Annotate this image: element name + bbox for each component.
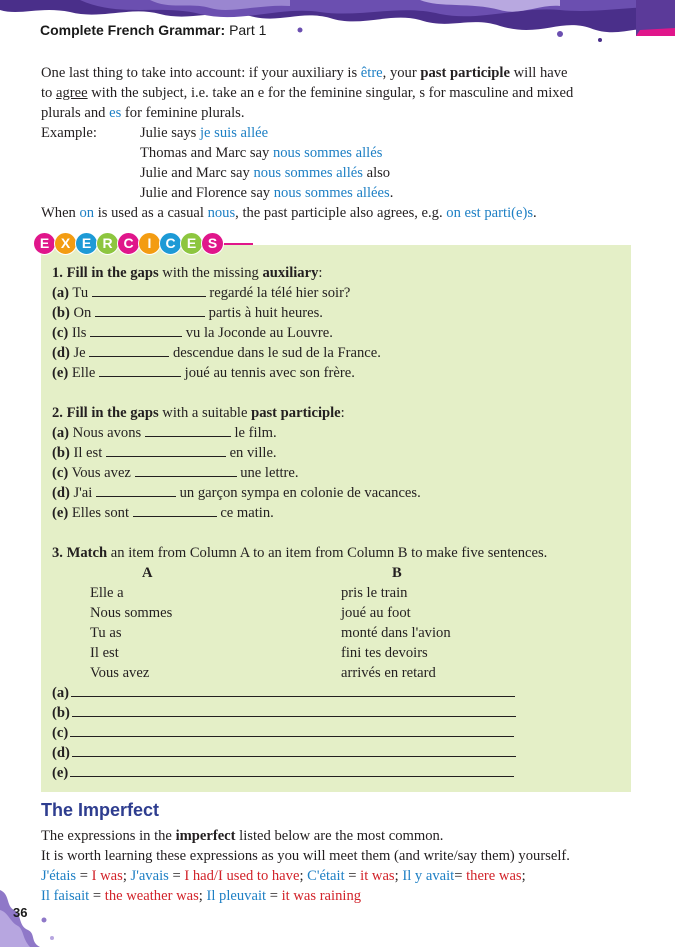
answer-blank[interactable] bbox=[133, 503, 217, 517]
column-b-heading: B bbox=[392, 565, 402, 581]
q2-item: (b) Il est en ville. bbox=[52, 445, 277, 461]
q1-item: (c) Ils vu la Joconde au Louvre. bbox=[52, 325, 333, 341]
column-a-item: Nous sommes bbox=[90, 605, 173, 621]
answer-line: (e) bbox=[52, 763, 514, 783]
answer-blank[interactable] bbox=[72, 703, 516, 717]
column-a-item: Il est bbox=[90, 645, 119, 661]
q1-instruction: 1. Fill in the gaps with the missing auxiliary: bbox=[52, 265, 323, 281]
title-rule bbox=[219, 243, 253, 245]
example-row: Thomas and Marc say nous sommes allés bbox=[140, 145, 383, 161]
q2-item: (a) Nous avons le film. bbox=[52, 425, 277, 441]
column-b-item: joué au foot bbox=[341, 605, 411, 621]
section-heading: The Imperfect bbox=[41, 800, 160, 820]
example-row: Julie and Marc say nous sommes allés also bbox=[140, 165, 391, 181]
example-row: Julie says je suis allée bbox=[140, 125, 269, 141]
column-b-item: fini tes devoirs bbox=[341, 645, 428, 661]
q1-item: (e) Elle joué au tennis avec son frère. bbox=[52, 365, 355, 381]
answer-blank[interactable] bbox=[95, 303, 205, 317]
answer-blank[interactable] bbox=[96, 483, 176, 497]
q2-item: (c) Vous avez une lettre. bbox=[52, 465, 299, 481]
q1-item: (d) Je descendue dans le sud de la France. bbox=[52, 345, 381, 361]
answer-blank[interactable] bbox=[106, 443, 226, 457]
q2-item: (d) J'ai un garçon sympa en colonie de vacances. bbox=[52, 485, 421, 501]
column-a-item: Vous avez bbox=[90, 665, 150, 681]
answer-blank[interactable] bbox=[99, 363, 181, 377]
answer-blank[interactable] bbox=[71, 683, 515, 697]
title-letter: E bbox=[180, 232, 203, 255]
answer-blank[interactable] bbox=[92, 283, 206, 297]
column-b-item: arrivés en retard bbox=[341, 665, 436, 681]
q2-item: (e) Elles sont ce matin. bbox=[52, 505, 274, 521]
on-note: When on is used as a casual nous, the past participle also agrees, e.g. on est parti(e)s. bbox=[41, 205, 537, 221]
q3-instruction: 3. Match an item from Column A to an item from Column B to make five sentences. bbox=[52, 545, 548, 561]
q1-item: (a) Tu regardé la télé hier soir? bbox=[52, 285, 351, 301]
intro-line-1: One last thing to take into account: if your auxiliary is être, your past participle will have bbox=[41, 65, 568, 81]
intro-line-3: plurals and es for feminine plurals. bbox=[41, 105, 245, 121]
page-number: 36 bbox=[13, 905, 28, 920]
column-a-item: Tu as bbox=[90, 625, 122, 641]
q2-instruction: 2. Fill in the gaps with a suitable past participle: bbox=[52, 405, 345, 421]
answer-line: (c) bbox=[52, 723, 514, 743]
example-row: Julie and Florence say nous sommes allées. bbox=[140, 185, 394, 201]
answer-blank[interactable] bbox=[90, 323, 182, 337]
q1-item: (b) On partis à huit heures. bbox=[52, 305, 323, 321]
book-part: Part 1 bbox=[229, 22, 267, 38]
column-b-item: pris le train bbox=[341, 585, 408, 601]
answer-blank[interactable] bbox=[145, 423, 231, 437]
column-a-heading: A bbox=[142, 565, 153, 581]
answer-blank[interactable] bbox=[70, 723, 514, 737]
title-letter: E bbox=[75, 232, 98, 255]
book-title: Complete French Grammar: bbox=[40, 22, 226, 38]
answer-line: (b) bbox=[52, 703, 516, 723]
answer-line: (d) bbox=[52, 743, 516, 763]
running-header bbox=[40, 22, 266, 38]
answer-blank[interactable] bbox=[72, 743, 516, 757]
answer-blank[interactable] bbox=[70, 763, 514, 777]
imperfect-note: It is worth learning these expressions as you will meet them (and write/say them) yourself. bbox=[41, 848, 570, 864]
imperfect-expressions: J'étais = I was; J'avais = I had/I used to have; C'était = it was; Il y avait= there was; bbox=[41, 868, 526, 884]
title-letter: C bbox=[117, 232, 140, 255]
answer-blank[interactable] bbox=[89, 343, 169, 357]
title-letter: E bbox=[33, 232, 56, 255]
column-a-item: Elle a bbox=[90, 585, 124, 601]
example-label: Example: bbox=[41, 125, 97, 141]
title-letter: R bbox=[96, 232, 119, 255]
title-letter: I bbox=[138, 232, 161, 255]
imperfect-expressions: Il faisait = the weather was; Il pleuvait = it was raining bbox=[41, 888, 362, 904]
imperfect-intro: The expressions in the imperfect listed below are the most common. bbox=[41, 828, 444, 844]
column-b-item: monté dans l'avion bbox=[341, 625, 451, 641]
title-letter: S bbox=[201, 232, 224, 255]
answer-blank[interactable] bbox=[135, 463, 237, 477]
answer-line: (a) bbox=[52, 683, 515, 703]
title-letter: X bbox=[54, 232, 77, 255]
intro-line-2: to agree with the subject, i.e. take an e for the feminine singular, s for masculine and mixed bbox=[41, 85, 574, 101]
title-letter: C bbox=[159, 232, 182, 255]
exercises-title bbox=[33, 232, 222, 260]
